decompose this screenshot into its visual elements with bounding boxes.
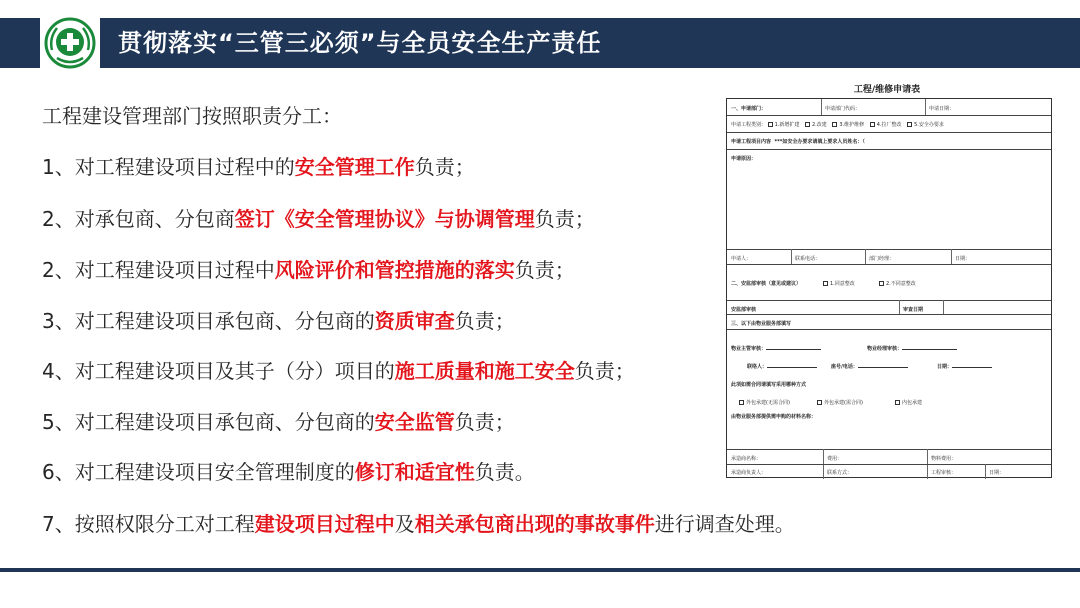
form-divider <box>865 249 866 264</box>
checkbox-icon <box>879 281 884 286</box>
form-row-line <box>727 149 1051 150</box>
form-section-property: 三、以下由物业服务部填写 <box>731 321 792 327</box>
form-row-line <box>727 464 1051 465</box>
checkbox-icon <box>805 122 810 127</box>
form-divider <box>925 99 926 115</box>
form-field-reason: 申请原因： <box>731 156 757 162</box>
form-row-line <box>727 314 1051 315</box>
form-section-safety: 二、安监部审核（意见或建议） <box>731 281 802 287</box>
form-field-review-date: 审查日期 <box>903 307 924 313</box>
page-title: 贯彻落实“三管三必须”与全员安全生产责任 <box>118 29 602 57</box>
list-item: 2、对工程建设项目过程中风险评价和管控措施的落实负责； <box>42 258 575 282</box>
form-field-contractor-person: 承造商负责人： <box>731 470 767 476</box>
list-item: 1、对工程建设项目过程中的安全管理工作负责； <box>42 155 475 179</box>
checkbox-icon <box>907 122 912 127</box>
form-field-review: 安监部审核 <box>731 307 757 313</box>
form-field-seat-phone: 座号/电话： <box>831 363 908 370</box>
list-item: 4、对工程建设项目及其子（分）项目的施工质量和施工安全负责； <box>42 359 635 383</box>
list-item: 3、对工程建设项目承包商、分包商的资质审查负责； <box>42 309 515 333</box>
form-row-line <box>727 115 1051 116</box>
form-divider <box>899 300 900 314</box>
form-option: 1.同意整改 <box>823 280 855 287</box>
checkbox-icon <box>832 122 837 127</box>
checkbox-icon <box>739 400 744 405</box>
form-field-dept: 一、申请部门： <box>731 106 767 112</box>
form-field-applicant: 申请人： <box>731 256 752 262</box>
checkbox-icon <box>895 400 900 405</box>
checkbox-icon <box>817 400 822 405</box>
list-item: 2、对承包商、分包商签订《安全管理协议》与协调管理负责； <box>42 207 595 231</box>
form-field-date: 日期： <box>937 363 992 370</box>
form-field-contractor: 承造商名称： <box>731 456 762 462</box>
form-title: 工程/维修申请表 <box>853 85 921 95</box>
checkbox-icon <box>870 122 875 127</box>
form-divider <box>791 249 792 264</box>
form-divider <box>985 464 986 479</box>
safety-logo <box>40 13 100 73</box>
checkbox-icon <box>768 122 773 127</box>
form-row-line <box>727 249 1051 250</box>
form-field-date: 申请日期： <box>929 106 955 112</box>
list-item: 5、对工程建设项目承包商、分包商的安全监管负责； <box>42 410 515 434</box>
list-item: 7、按照权限分工对工程建设项目过程中及相关承包商出现的事故事件进行调查处理。 <box>42 512 795 536</box>
form-option: 外包承建(无需合同) <box>739 399 790 406</box>
safety-cross-icon <box>43 16 97 70</box>
form-field-contact-method: 联系方式： <box>827 470 853 476</box>
form-field-manager: 部门经理： <box>869 256 895 262</box>
form-frame <box>726 98 1052 478</box>
form-field-phone: 联系电话： <box>795 256 821 262</box>
form-field-materials: 由物业服务部提供需申购的材料名称： <box>731 414 817 420</box>
form-option: 外包承建(需合同) <box>817 399 863 406</box>
form-field-engineering-review: 工程审核： <box>931 470 957 476</box>
form-divider <box>943 300 944 314</box>
form-row-line <box>727 300 1051 301</box>
form-row-line <box>727 329 1051 330</box>
form-field-property-manager: 物业经理审核： <box>867 345 957 352</box>
form-divider <box>951 249 952 264</box>
form-option: 内包承建 <box>895 399 922 406</box>
form-field-category: 申请工程类别： 1.新增扩建 2.改建 3.维护维修 4.拉厂整改 5.安全办要求 <box>731 122 944 128</box>
checkbox-icon <box>823 281 828 286</box>
application-form-image <box>718 82 1056 482</box>
intro-text: 工程建设管理部门按照职责分工： <box>42 104 342 128</box>
form-field-content: 申请工程项目内容 ***如安全办要求请填上要求人员姓名：（ <box>731 139 865 145</box>
form-field-contact: 联络人： <box>747 363 817 370</box>
form-field-material-cost: 物料费用： <box>931 456 957 462</box>
form-row-line <box>727 132 1051 133</box>
form-field-contract-type: 此项如需合同请填写采用哪种方式 <box>731 382 807 388</box>
footer-line <box>0 568 1080 572</box>
form-field-date: 日期： <box>989 470 1005 476</box>
form-row-line <box>727 449 1051 450</box>
form-field-cost: 费用： <box>827 456 843 462</box>
form-field-supervisor: 物业主管审核： <box>731 345 821 352</box>
form-option: 2.不同意整改 <box>879 280 916 287</box>
form-divider <box>821 99 822 115</box>
form-row-line <box>727 264 1051 265</box>
list-item: 6、对工程建设项目安全管理制度的修订和适宜性负责。 <box>42 460 535 484</box>
form-field-date: 日期： <box>955 256 971 262</box>
form-field-code: 申请部门代码： <box>825 106 861 112</box>
